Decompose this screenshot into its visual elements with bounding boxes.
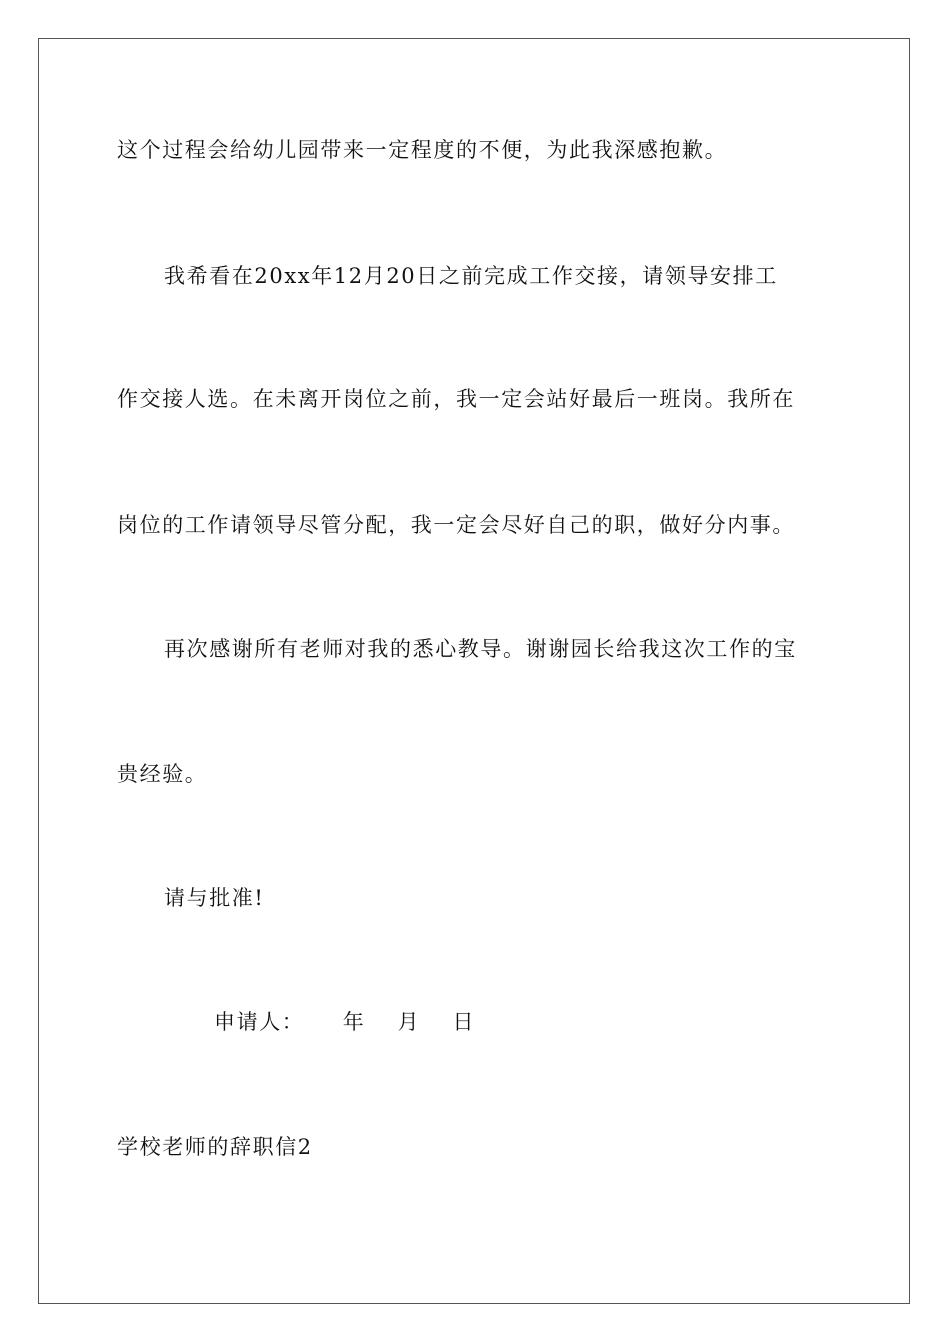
next-letter-heading: 学校老师的辞职信2 [117, 1135, 313, 1159]
paragraph-line-5: 再次感谢所有老师对我的悉心教导。谢谢园长给我这次工作的宝 [164, 637, 797, 661]
page-frame [38, 38, 910, 1304]
signature-line [214, 1008, 475, 1036]
paragraph-line-3: 作交接人选。在未离开岗位之前，我一定会站好最后一班岗。我所在 [117, 387, 795, 411]
applicant-label: 申请人： [214, 1010, 305, 1034]
approval-request-line: 请与批准! [164, 886, 265, 910]
month-label: 月 [397, 1010, 421, 1034]
paragraph-line-2: 我希看在20xx年12月20日之前完成工作交接，请领导安排工 [164, 264, 778, 288]
paragraph-line-4: 岗位的工作请领导尽管分配，我一定会尽好自己的职，做好分内事。 [117, 513, 795, 537]
paragraph-line-6: 贵经验。 [117, 762, 208, 786]
day-label: 日 [452, 1010, 476, 1034]
year-label: 年 [342, 1010, 366, 1034]
paragraph-line-1: 这个过程会给幼儿园带来一定程度的不便，为此我深感抱歉。 [117, 138, 728, 162]
